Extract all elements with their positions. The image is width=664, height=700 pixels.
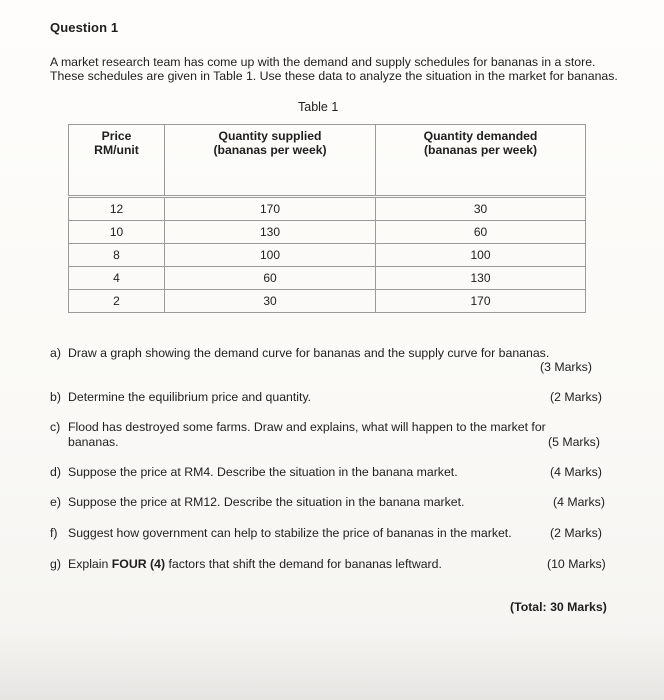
question-f-text: Suggest how government can help to stabilize the price of bananas in the market. bbox=[68, 526, 512, 540]
question-c-label: c) bbox=[50, 420, 61, 434]
question-g-marks: (10 Marks) bbox=[547, 557, 606, 571]
demanded-cell: 60 bbox=[376, 221, 586, 244]
demanded-cell: 130 bbox=[376, 267, 586, 290]
table-header-row bbox=[69, 125, 586, 197]
price-cell: 12 bbox=[69, 197, 165, 221]
header-supplied-line1: Quantity supplied bbox=[218, 129, 322, 143]
question-b-label: b) bbox=[50, 390, 61, 404]
supplied-cell: 170 bbox=[165, 197, 376, 221]
question-a-marks: (3 Marks) bbox=[540, 360, 592, 374]
header-supplied-line2: (bananas per week) bbox=[213, 143, 327, 157]
price-cell: 4 bbox=[69, 267, 165, 290]
table-row bbox=[69, 267, 586, 290]
question-c-text-line2: bananas. bbox=[68, 435, 119, 449]
question-e-label: e) bbox=[50, 495, 61, 509]
question-f-label: f) bbox=[50, 526, 58, 540]
table-row bbox=[69, 221, 586, 244]
question-b-marks: (2 Marks) bbox=[550, 390, 602, 404]
header-demanded-line1: Quantity demanded bbox=[423, 129, 538, 143]
question-g-text-bold: FOUR (4) bbox=[111, 557, 166, 571]
header-price-line2: RM/unit bbox=[94, 143, 139, 157]
page-shadow bbox=[0, 630, 664, 700]
question-c-text-line1: Flood has destroyed some farms. Draw and explains, what will happen to the market for bbox=[68, 420, 546, 434]
supplied-cell: 130 bbox=[165, 221, 376, 244]
demanded-cell: 30 bbox=[376, 197, 586, 221]
intro-paragraph: A market research team has come up with the demand and supply schedules for bananas in a store. These schedules are given in Table 1. Use these data to analyze the situation in the market for bananas. bbox=[50, 55, 618, 83]
question-g-label: g) bbox=[50, 557, 61, 571]
supplied-cell: 30 bbox=[165, 290, 376, 313]
question-g-text-pre: Explain bbox=[68, 557, 112, 571]
question-g-text bbox=[68, 557, 442, 571]
header-quantity-supplied bbox=[165, 125, 376, 197]
price-cell: 8 bbox=[69, 244, 165, 267]
question-e-text: Suppose the price at RM12. Describe the situation in the banana market. bbox=[68, 495, 465, 509]
demanded-cell: 170 bbox=[376, 290, 586, 313]
header-demanded-line2: (bananas per week) bbox=[423, 143, 538, 157]
table-row bbox=[69, 197, 586, 221]
question-title: Question 1 bbox=[50, 20, 119, 35]
supplied-cell: 100 bbox=[165, 244, 376, 267]
question-f-marks: (2 Marks) bbox=[550, 526, 602, 540]
supplied-cell: 60 bbox=[165, 267, 376, 290]
question-d-marks: (4 Marks) bbox=[550, 465, 602, 479]
question-b-text: Determine the equilibrium price and quantity. bbox=[68, 390, 312, 404]
question-a-text: Draw a graph showing the demand curve for bananas and the supply curve for bananas. bbox=[68, 346, 550, 360]
schedule-table bbox=[68, 124, 586, 313]
demanded-cell: 100 bbox=[376, 244, 586, 267]
question-d-text: Suppose the price at RM4. Describe the situation in the banana market. bbox=[68, 465, 458, 479]
question-d-label: d) bbox=[50, 465, 61, 479]
table-caption: Table 1 bbox=[298, 100, 339, 114]
header-price-line1: Price bbox=[101, 129, 132, 143]
total-marks: (Total: 30 Marks) bbox=[510, 600, 607, 614]
question-c-marks: (5 Marks) bbox=[548, 435, 600, 449]
table-row bbox=[69, 244, 586, 267]
price-cell: 2 bbox=[69, 290, 165, 313]
header-price bbox=[69, 125, 165, 197]
question-g-text-post: factors that shift the demand for bananas leftward. bbox=[165, 557, 442, 571]
question-a-label: a) bbox=[50, 346, 61, 360]
table-row bbox=[69, 290, 586, 313]
header-quantity-demanded bbox=[376, 125, 586, 197]
price-cell: 10 bbox=[69, 221, 165, 244]
question-e-marks: (4 Marks) bbox=[553, 495, 605, 509]
